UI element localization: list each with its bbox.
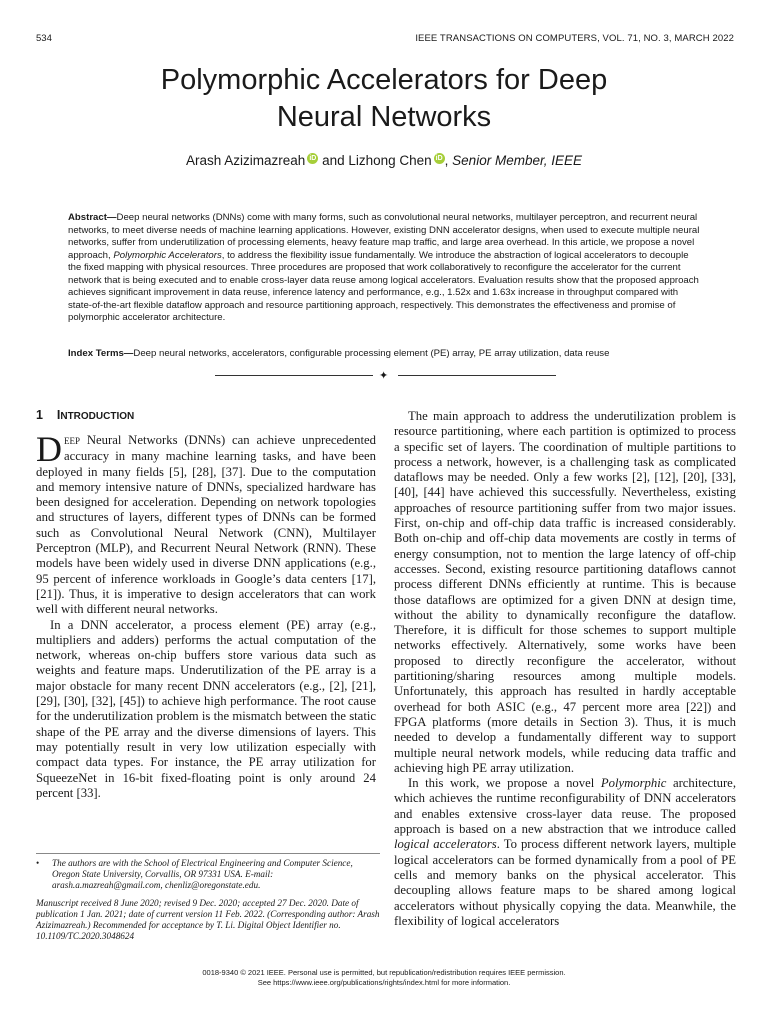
paragraph (36, 429, 376, 618)
section-divider (215, 370, 556, 382)
title-line-2: Neural Networks (276, 101, 492, 133)
author-name: and Lizhong Chen (318, 153, 432, 168)
left-column (36, 429, 376, 801)
copyright-footer (0, 968, 768, 987)
copyright-line: 0018-9340 © 2021 IEEE. Personal use is permitted, but republication/redistribution requires IEEE permission. (202, 968, 566, 977)
orcid-icon[interactable]: iD (435, 155, 443, 162)
author-affiliation: Senior Member, IEEE (452, 153, 582, 168)
author-name: Arash Azizimazreah (186, 153, 306, 168)
paragraph: In a DNN accelerator, a process element (PE) array (e.g., multipliers and adders) performs the actual computation of the network, whereas on-chip buffers store various data such as weights and feature maps. Underutilization of the PE array is a major obstacle for many recent DNN accelerators (e.g., [2], [21], [29], [30], [32], [45]) to achieve high performance. The root cause for the underutilization problem is the mismatch between the static shape of the PE array and the diverse dimensions of layers. This may potentially result in very low utilization especially with compact data types. For instance, the PE array utilization for SqueezeNet in 16-bit fixed-floating point is only around 24 percent [33]. (36, 617, 376, 800)
section-number: 1 (36, 408, 43, 422)
abstract-text: , to address the flexibility issue fundamentally. We introduce the abstraction of logical accelerators to decouple the fixed mapping with physical resources. Three procedures are proposed that work collaboratively to reconfigure the accelerator for the current network that is being executed and to enable cross-layer data reuse among logical accelerators. Evaluation results show that the proposed approach achieves significant improvement in data reuse, inference latency and performance, e.g., 1.52x and 1.63x increase in throughput compared with state-of-the-art flexible dataflow approach and resource partitioning approach, respectively. This demonstrates the effectiveness and promise of polymorphic accelerator architecture. (68, 249, 699, 323)
emphasis-text: Polymorphic (600, 776, 667, 791)
section-heading (36, 408, 134, 422)
orcid-icon[interactable]: iD (309, 155, 317, 162)
paragraph-text: architecture, which achieves the runtime reconfigurability of DNN accelerators and enables extensive cross-layer data reuse. The proposed approach is based on a new abstraction that we introduce called (394, 776, 736, 837)
bullet-icon: • (36, 858, 40, 868)
paragraph (394, 776, 736, 929)
footnote-rule (36, 853, 380, 854)
drop-cap: D (36, 429, 62, 469)
divider-diamond-icon: ✦ (379, 370, 389, 382)
divider-line-right (398, 375, 556, 376)
section-title-initial: I (56, 408, 61, 422)
journal-header: IEEE TRANSACTIONS ON COMPUTERS, VOL. 71, NO. 3, MARCH 2022 (415, 33, 734, 44)
footnote (36, 853, 380, 942)
paper-title (0, 62, 768, 136)
author-list (0, 153, 768, 168)
index-terms (68, 348, 702, 361)
paragraph: The main approach to address the underutilization problem is resource partitioning, where each partition is optimized to process a specific set of layers. The coordination of multiple partitions to process a network, however, is a challenging task as complicated dataflows may be needed. Only a few works [2], [12], [20], [33], [40], [44] have achieved this successfully. Nevertheless, existing approaches of resource partitioning suffer from two major issues. First, on-chip and off-chip data traffic is increased considerably. Both on-chip and off-chip data movements are costly in terms of energy consumption, not to mention the large latency of off-chip accesses. Second, existing resource partitioning dataflows cannot process different DNNs efficiently at runtime. This is because those dataflows are optimized for a given DNN at design time, without the ability to dynamically reconfigure the dataflow. Therefore, it is difficult for those schemes to support multiple networks effectively. Alternatively, some works have been proposed to directly reconfigure the accelerator, without partitioning/sharing resources among multiple models. Unfortunately, this approach has resulted in hardly acceptable overhead for both ASIC (e.g., 47 percent more area [22]) and FPGA platforms (more details in Section 3). Thus, it is much needed to develop a fundamentally different way to support multiple neural network models, while reducing data traffic and achieving high PE array utilization. (394, 409, 736, 775)
rights-link[interactable]: See https://www.ieee.org/publications/rights/index.html for more information. (257, 977, 511, 987)
emphasis-text: logical accelerators (394, 837, 497, 852)
abstract (68, 212, 702, 325)
footnote-manuscript-text: Manuscript received 8 June 2020; revised 9 Dec. 2020; accepted 27 Dec. 2020. Date of publication 1 Jan. 2021; date of current version 11 Feb. 2022. (Corresponding author: Arash Azizimazreah.) Recommended for acceptance by T. Li. Digital Object Identifier no. 10.1109/TC.2020.3048624 (36, 897, 380, 942)
index-terms-label: Index Terms— (68, 348, 134, 359)
title-line-1: Polymorphic Accelerators for Deep (160, 64, 608, 96)
footnote-affiliation-text: The authors are with the School of Electrical Engineering and Computer Science, Oregon State University, Corvallis, OR 97331 USA. E-mail: arash.a.mazreah@gmail.com, chenliz@oregonstate.edu. (52, 858, 353, 891)
author-separator: , (444, 153, 453, 168)
abstract-label: Abstract— (68, 212, 117, 223)
divider-line-left (215, 375, 373, 376)
footnote-affiliation (36, 858, 380, 892)
right-column (394, 409, 736, 929)
abstract-emphasis: Polymorphic Accelerators (113, 249, 222, 261)
section-title-rest: NTRODUCTION (60, 411, 135, 422)
paragraph-text: In this work, we propose a novel (408, 776, 601, 791)
paragraph-text: Neural Networks (DNNs) can achieve unprecedented accuracy in many machine learning tasks, and have been deployed in many fields [5], [28], [37]. Due to the computation and memory intensive nature of DNNs, specialized hardware has been designed for acceleration. Depending on network topologies and structures of layers, different types of DNNs can be formed such as Convolutional Neural Network (CNN), Multilayer Perceptron (MLP), and Recurrent Neural Network (RNN). These models have been widely used in diverse DNN applications (e.g., 95 percent of inference workloads in Google’s data centers [17], [21]). Thus, it is imperative to design accelerators that can work well with different neural networks. (36, 433, 376, 617)
index-terms-text: Deep neural networks, accelerators, configurable processing element (PE) array, PE array utilization, data reuse (133, 348, 610, 359)
paragraph-text: . To process different network layers, multiple logical accelerators can be formed dynamically from a pool of PE cells and memory banks on the physical accelerator. This decoupling allows feature maps to be shared among logical accelerators without physically copying the data. Meanwhile, the flexibility of logical accelerators (394, 837, 736, 928)
smallcaps-text: EEP (64, 436, 81, 446)
abstract-text: Deep neural networks (DNNs) come with many forms, such as convolutional neural networks, multilayer perceptron, and recurrent neural networks, to meet diverse needs of machine learning applications. However, existing DNN accelerator designs, when used to execute multiple neural networks, suffer from underutilization of processing elements, heavy feature map traffic, and large area overhead. In this article, we propose a novel approach, (68, 212, 700, 261)
page-number: 534 (36, 33, 52, 44)
